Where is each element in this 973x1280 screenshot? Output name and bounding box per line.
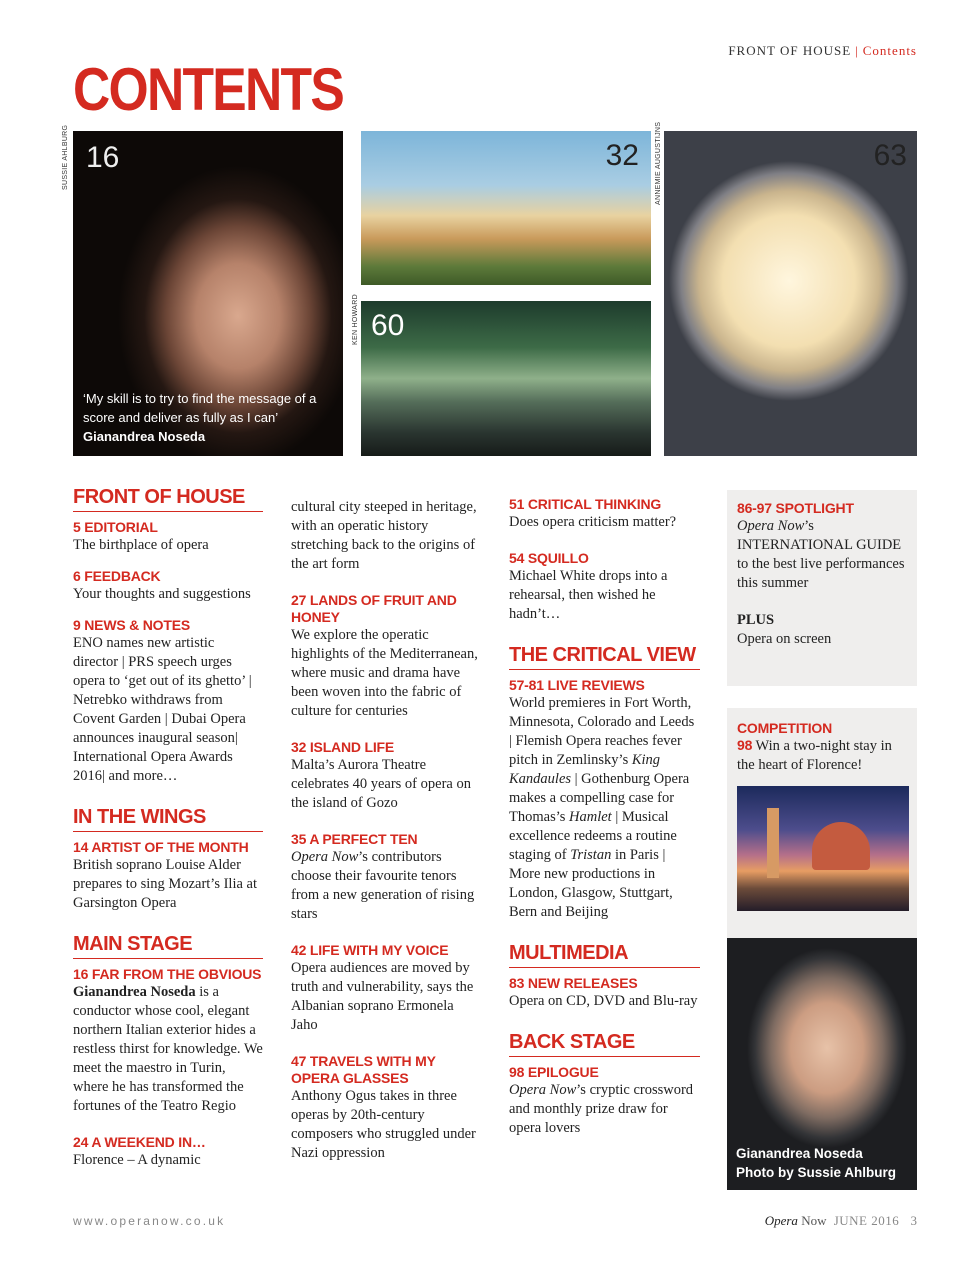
- photo-noseda[interactable]: [73, 131, 343, 456]
- competition-box: [727, 708, 917, 1190]
- live-italic-1: King Kandaules: [509, 752, 661, 787]
- column-1: [73, 484, 263, 1170]
- plus-desc: Opera on screen: [737, 631, 832, 647]
- header-section: FRONT OF HOUSE: [728, 43, 852, 58]
- footer-folio: [765, 1213, 917, 1229]
- item-voice[interactable]: 42 LIFE WITH MY VOICE: [291, 942, 449, 958]
- item-travels[interactable]: 47 TRAVELS WITH MY OPERA GLASSES: [291, 1053, 436, 1086]
- spotlight-guide-desc: to the best live performances this summer: [737, 556, 905, 591]
- spotlight-guide: INTERNATIONAL GUIDE: [737, 537, 902, 553]
- header-separator: |: [855, 43, 859, 58]
- item-perfect-desc: [291, 848, 481, 924]
- footer-url[interactable]: www.operanow.co.uk: [73, 1214, 226, 1228]
- item-critical-thinking[interactable]: 51 CRITICAL THINKING: [509, 496, 662, 512]
- item-epilogue-desc: [509, 1081, 700, 1138]
- spotlight-italic: Opera Now: [737, 518, 805, 534]
- section-back-stage: BACK STAGE: [509, 1029, 700, 1057]
- section-critical-view: THE CRITICAL VIEW: [509, 642, 700, 670]
- item-perfect-italic: Opera Now: [291, 849, 359, 865]
- photo-noseda-portrait[interactable]: [727, 938, 917, 1190]
- plus-text: PLUS: [737, 612, 775, 628]
- running-header: [728, 43, 917, 59]
- footer-page-number: 3: [910, 1213, 917, 1228]
- item-feedback[interactable]: 6 FEEDBACK: [73, 568, 161, 584]
- item-far-name: Gianandrea Noseda: [73, 984, 196, 1000]
- item-far-text: is a conductor whose cool, elegant northern Italian exterior hides a restless thirst for knowledge. We meet the maestro in Turin, where he has transformed the fortunes of the Teatro Regio: [73, 984, 263, 1114]
- item-news-desc: ENO names new artistic director | PRS speech urges opera to ‘get out of its ghetto’ | Netrebko withdraws from Covent Garden | Dubai Opera announces inaugural season| International Opera Awards 2016| and more…: [73, 635, 252, 784]
- photo-credit-16: SUSSIE AHLBURG: [62, 124, 69, 190]
- section-multimedia: MULTIMEDIA: [509, 940, 700, 968]
- photo-credit-63: ANNEMIE AUGUSTIJNS: [655, 121, 662, 205]
- item-releases-desc: Opera on CD, DVD and Blu-ray: [509, 993, 698, 1009]
- footer-brand-now: Now: [797, 1213, 827, 1228]
- quote-text: ‘My skill is to try to find the message of a score and deliver as fully as I can’: [83, 391, 317, 425]
- live-text-3: | Musical excellence redeems a routine staging of: [509, 809, 677, 863]
- item-weekend-desc: Florence – A dynamic: [73, 1152, 201, 1168]
- spotlight-desc: [737, 517, 907, 536]
- item-new-releases[interactable]: 83 NEW RELEASES: [509, 975, 638, 991]
- item-weekend-desc-cont: cultural city steeped in heritage, with an operatic history stretching back to the origins of the art form: [291, 499, 477, 572]
- column-3: [509, 496, 700, 1138]
- item-perfect-ten[interactable]: 35 A PERFECT TEN: [291, 831, 418, 847]
- footer-brand-opera: Opera: [764, 1213, 798, 1228]
- page-number-32: 32: [605, 139, 639, 172]
- item-live-reviews[interactable]: 57-81 LIVE REVIEWS: [509, 677, 645, 693]
- page-number-16: 16: [86, 141, 120, 174]
- photo-florence[interactable]: [737, 786, 909, 911]
- epilogue-italic: Opera Now: [509, 1082, 577, 1098]
- competition-page: 98: [737, 737, 753, 753]
- item-competition[interactable]: COMPETITION: [737, 720, 833, 736]
- item-squillo[interactable]: 54 SQUILLO: [509, 550, 589, 566]
- item-feedback-desc: Your thoughts and suggestions: [73, 586, 251, 602]
- florence-dome: [812, 822, 870, 870]
- item-lands-desc: We explore the operatic highlights of the Mediterranean, where music and drama have been woven into the fabric of culture for centuries: [291, 627, 478, 719]
- photo-gozo[interactable]: [361, 131, 651, 285]
- item-weekend[interactable]: 24 A WEEKEND IN…: [73, 1134, 206, 1150]
- item-voice-desc: Opera audiences are moved by truth and vulnerability, says the Albanian soprano Ermonela Jaho: [291, 960, 474, 1033]
- caption-name: Gianandrea Noseda: [736, 1146, 863, 1161]
- quote-author: Gianandrea Noseda: [83, 429, 206, 444]
- item-spotlight[interactable]: 86-97 SPOTLIGHT: [737, 500, 854, 516]
- spotlight-box: [727, 490, 917, 686]
- item-live-desc: [509, 694, 700, 922]
- item-island[interactable]: 32 ISLAND LIFE: [291, 739, 394, 755]
- item-squillo-desc: Michael White drops into a rehearsal, then wished he hadn’t…: [509, 568, 668, 622]
- section-main-stage: MAIN STAGE: [73, 931, 263, 959]
- competition-desc: [737, 737, 907, 775]
- item-lands[interactable]: 27 LANDS OF FRUIT AND HONEY: [291, 592, 457, 625]
- live-text-2: | Gothenburg Opera makes a compelling case for Thomas’s: [509, 771, 690, 825]
- item-far-desc: [73, 983, 263, 1116]
- item-artist-desc: British soprano Louise Alder prepares to sing Mozart’s Ilia at Garsington Opera: [73, 857, 258, 911]
- photo-credit-60: KEN HOWARD: [352, 294, 359, 345]
- column-2: [291, 498, 481, 1163]
- item-far-from-obvious[interactable]: 16 FAR FROM THE OBVIOUS: [73, 966, 262, 982]
- item-editorial-desc: The birthplace of opera: [73, 537, 209, 553]
- item-editorial[interactable]: 5 EDITORIAL: [73, 519, 158, 535]
- footer-issue: JUNE 2016: [833, 1213, 900, 1228]
- photo-stage-scene[interactable]: [361, 301, 651, 456]
- live-italic-3: Tristan: [570, 847, 612, 863]
- page-number-60: 60: [371, 309, 405, 342]
- item-news[interactable]: 9 NEWS & NOTES: [73, 617, 190, 633]
- florence-tower: [767, 808, 779, 878]
- photo-king[interactable]: [664, 131, 917, 456]
- live-text-4: in Paris | More new productions in London, Glasgow, Stuttgart, Bern and Beijing: [509, 847, 673, 920]
- epilogue-text: ’s cryptic crossword and monthly prize draw for opera lovers: [509, 1082, 694, 1136]
- photo-caption: [736, 1144, 896, 1182]
- section-front-of-house: FRONT OF HOUSE: [73, 484, 263, 512]
- live-text-1: World premieres in Fort Worth, Minnesota, Colorado and Leeds | Flemish Opera reaches fever pitch in Zemlinsky’s: [509, 695, 695, 768]
- page-number-63: 63: [873, 139, 907, 172]
- item-island-desc: Malta’s Aurora Theatre celebrates 40 years of opera on the island of Gozo: [291, 757, 471, 811]
- plus-label: [737, 611, 907, 630]
- page-title: CONTENTS: [73, 56, 344, 123]
- item-critical-desc: Does opera criticism matter?: [509, 514, 677, 530]
- header-page-name: Contents: [862, 43, 917, 58]
- spotlight-italic-suffix: ’s: [804, 518, 814, 534]
- photo-quote: [83, 389, 323, 446]
- competition-text: Win a two-night stay in the heart of Florence!: [737, 738, 892, 773]
- live-italic-2: Hamlet: [569, 809, 612, 825]
- section-in-the-wings: IN THE WINGS: [73, 804, 263, 832]
- item-perfect-text: ’s contributors choose their favourite tenors from a new generation of rising stars: [291, 849, 475, 922]
- item-travels-desc: Anthony Ogus takes in three operas by 20th-century composers who struggled under Nazi oppression: [291, 1088, 476, 1161]
- item-epilogue[interactable]: 98 EPILOGUE: [509, 1064, 599, 1080]
- caption-credit: Photo by Sussie Ahlburg: [736, 1165, 897, 1180]
- item-artist[interactable]: 14 ARTIST OF THE MONTH: [73, 839, 249, 855]
